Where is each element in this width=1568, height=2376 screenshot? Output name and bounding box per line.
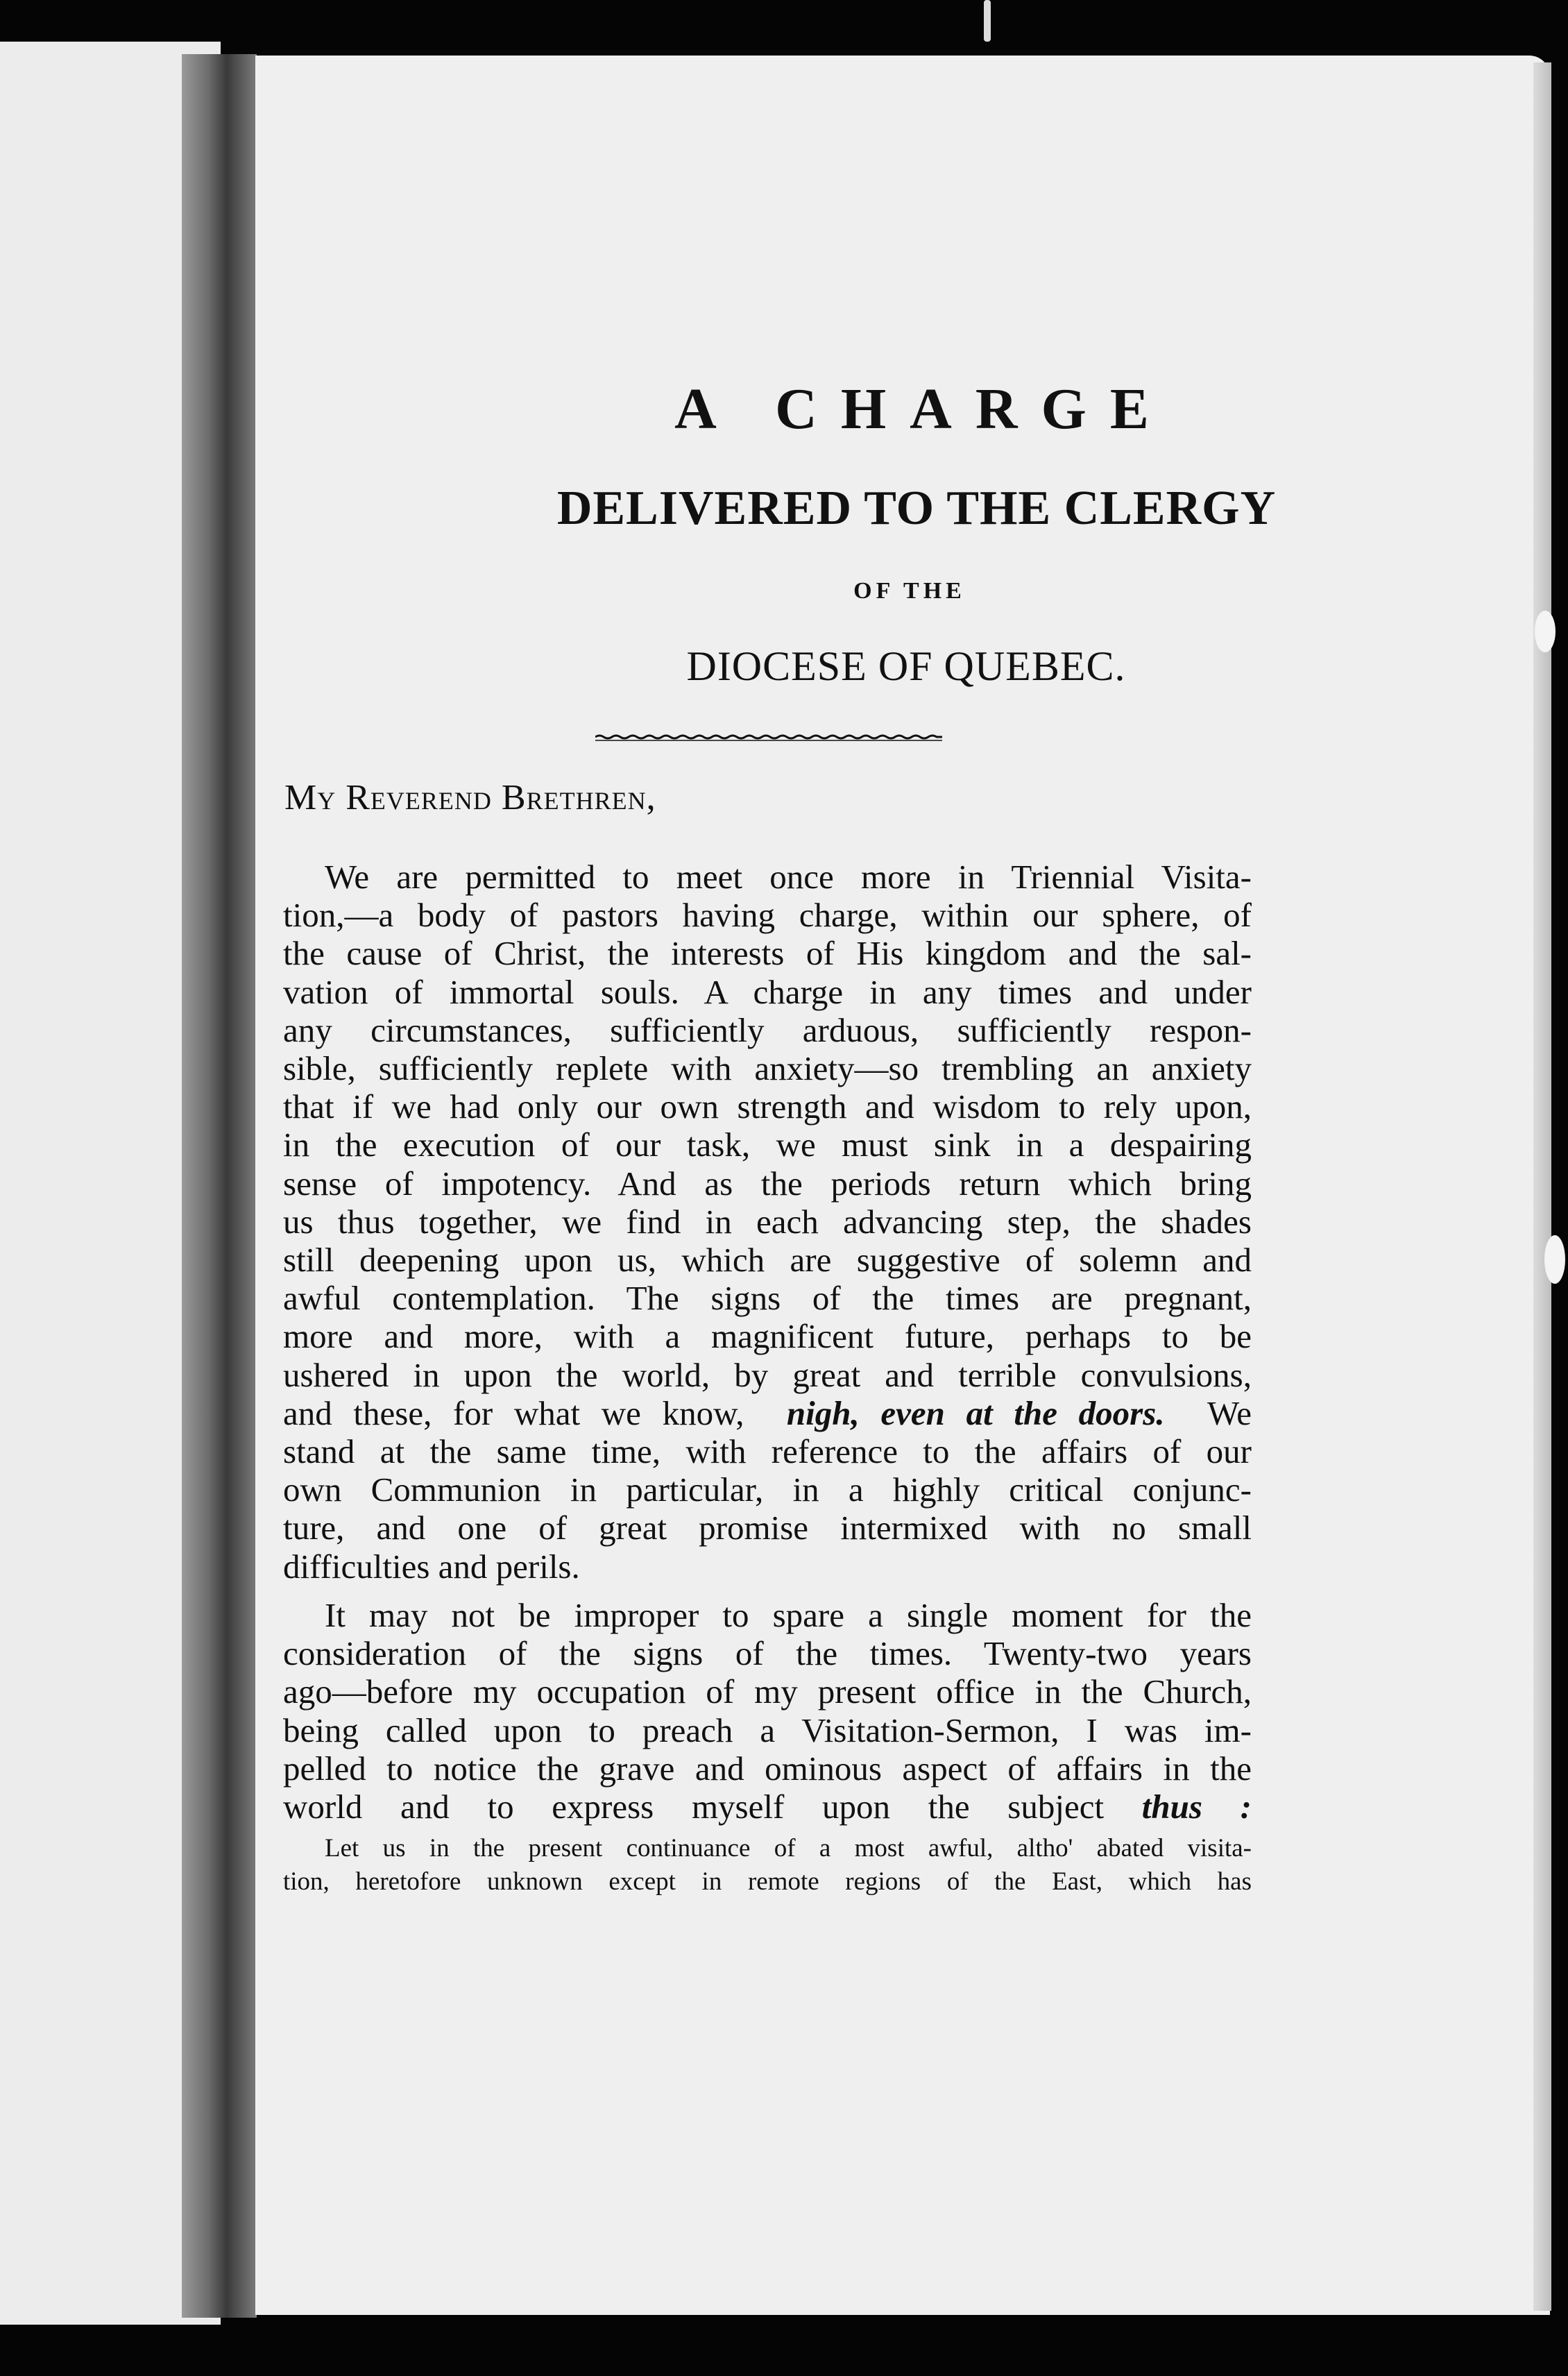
- document-title: A CHARGE: [674, 377, 1173, 441]
- text-line: any circumstances, sufficiently arduous, sufficiently respon-: [283, 1010, 1252, 1049]
- text-line: ushered in upon the world, by great and terrible convulsions,: [283, 1355, 1252, 1394]
- text-line-with-italic: [283, 1394, 1252, 1432]
- text-segment: and these, for what we know,: [283, 1393, 744, 1432]
- paragraph-1: [283, 858, 1252, 1586]
- text-line: vation of immortal souls. A charge in any times and under: [283, 972, 1252, 1011]
- text-segment: We: [1207, 1393, 1252, 1432]
- footnote: [283, 1832, 1252, 1899]
- text-line: being called upon to preach a Visitation-Sermon, I was im-: [283, 1711, 1252, 1749]
- text-line: consideration of the signs of the times. Twenty-two years: [283, 1634, 1252, 1673]
- scan-artifact-top: [984, 0, 991, 42]
- paper-speck: [1544, 1235, 1565, 1284]
- text-line: stand at the same time, with reference to the affairs of our: [283, 1432, 1252, 1471]
- text-line: We are permitted to meet once more in Triennial Visita-: [325, 858, 1252, 896]
- text-line: pelled to notice the grave and ominous aspect of affairs in the: [283, 1749, 1252, 1788]
- text-line: us thus together, we find in each advancing step, the shades: [283, 1202, 1252, 1241]
- salutation: My Reverend Brethren,: [284, 778, 656, 817]
- text-line: more and more, with a magnificent future, perhaps to be: [283, 1317, 1252, 1356]
- text-line: in the execution of our task, we must sink in a despairing: [283, 1126, 1252, 1164]
- text-line: sense of impotency. And as the periods return which bring: [283, 1164, 1252, 1203]
- italic-phrase: thus :: [1141, 1788, 1252, 1826]
- text-line: difficulties and perils.: [283, 1547, 580, 1586]
- italic-phrase: nigh, even at the doors.: [786, 1393, 1165, 1432]
- text-line: ago—before my occupation of my present office in the Church,: [283, 1672, 1252, 1711]
- text-line: sible, sufficiently replete with anxiety—so trembling an anxiety: [283, 1049, 1252, 1088]
- footnote-line: Let us in the present continuance of a most awful, altho' abated visita-: [325, 1834, 1252, 1862]
- text-segment: world and to express myself upon the subject: [283, 1788, 1105, 1826]
- text-line: the cause of Christ, the interests of His kingdom and the sal-: [283, 934, 1252, 973]
- text-line: awful contemplation. The signs of the times are pregnant,: [283, 1279, 1252, 1318]
- footnote-line: tion, heretofore unknown except in remote regions of the East, which has: [283, 1867, 1252, 1896]
- ornamental-divider: [595, 731, 942, 745]
- text-line: It may not be improper to spare a single moment for the: [325, 1596, 1252, 1634]
- text-line-with-italic: [283, 1788, 1252, 1826]
- text-line: tion,—a body of pastors having charge, within our sphere, of: [283, 896, 1252, 935]
- document-subtitle: DELIVERED TO THE CLERGY: [556, 482, 1277, 535]
- title-block: [255, 375, 1550, 693]
- text-line: still deepening upon us, which are suggestive of solemn and: [283, 1241, 1252, 1280]
- paragraph-2: [283, 1596, 1252, 1826]
- title-connector: OF THE: [853, 578, 966, 604]
- book-gutter: [182, 54, 257, 2318]
- text-line: ture, and one of great promise intermixed with no small: [283, 1509, 1252, 1547]
- text-line: that if we had only our own strength and wisdom to rely upon,: [283, 1087, 1252, 1126]
- text-line: own Communion in particular, in a highly critical conjunc-: [283, 1470, 1252, 1509]
- diocese-heading: DIOCESE OF QUEBEC.: [686, 643, 1126, 689]
